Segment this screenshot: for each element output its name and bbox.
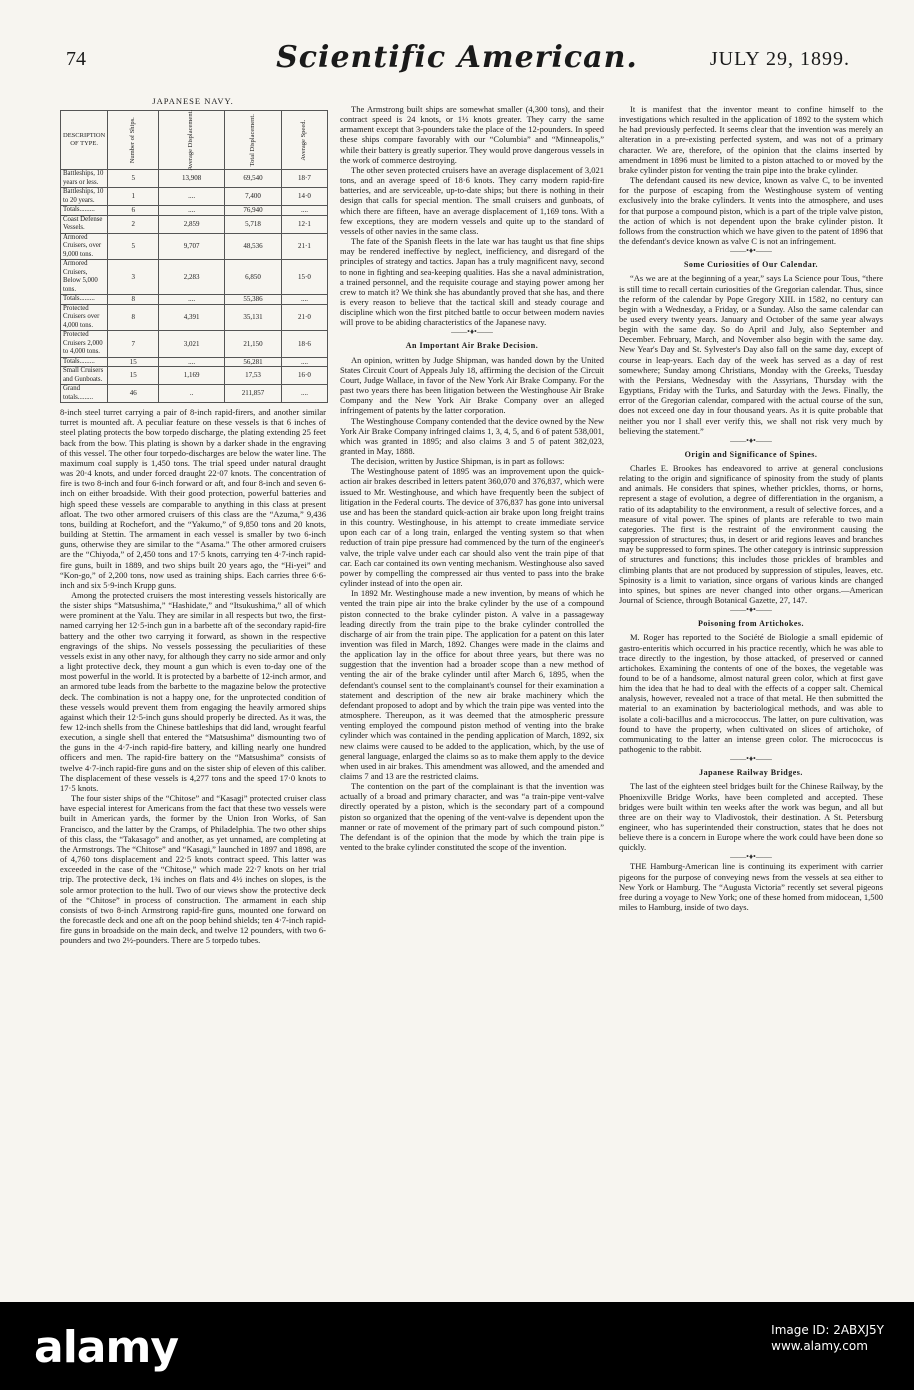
article-paragraph: The Westinghouse patent of 1895 was an improvement upon the quick-action air brakes described in letters patent 360,070 and 376,837, which were issued to Mr. Westinghouse, and which have frequently been the subject of litigation in the Federal courts. The device of 376,837 has gone into universal use and has been the standard quick-action air brake upon long freight trains in this country. Westinghouse, in his attempt to create immediate service upon each car of a long train, enlarged the venting system so that when reduction of train pipe pressure had commenced by the turn of the engineer's valve, the triple valve under each car should also vent the train pipe of that car. Each car contained its own venting mechanism. Westinghouse also saved power by compelling the compressed air thus vented to pass into the brake cylinder instead of into the open air.: [340, 466, 604, 589]
table-header-cell: Average Displacement.: [159, 111, 225, 170]
table-row: [61, 357, 328, 367]
table-cell: 7,400: [224, 188, 281, 206]
table-cell: Protected Cruisers over 4,000 tons.: [61, 304, 108, 331]
article-paragraph: The decision, written by Justice Shipman, is in part as follows:: [351, 456, 565, 467]
article-paragraph: Among the protected cruisers the most interesting vessels historically are the sister ships “Matsushima,” “Hashidate,” and “Itsukushima,” all of which were prominent at the Yalu. They are similar in all respects but two, the first-named carrying her 12·5-inch gun in a barbette aft of the secondary rapid-fire battery and the other two carrying it forward, as shown in the respective engravings of the ships. No vessels possessing the peculiarities of these vessels exist in any other navy, for although they carry no side armor and only a light protective deck, they mount a gun which is even to-day one of the most powerful in the world. It is protected by a barbette of 12-inch armor, and an armored tube leads from the barbette to the magazine below the protective deck. The combination is not a happy one, for the unprotected condition of these vessels would prevent them from engaging the heavily armored ships against which their 12·5-inch guns should properly be directed. As it was, the few 12-inch shells from the Chinese battleships that did land, wrought fearful execution, a single shell that entered the “Matsushima” dismounting two of the guns in the 4·7-inch rapid-fire battery, and killing nearly one hundred officers and men. The rapid-fire battery on the “Matsushima” consists of twelve 4·7-inch rapid-fire guns and on the sister ship of eleven of this caliber. The displacement of these vessels is 4,277 tons and the speed 17·0 knots to 17·5 knots.: [60, 589, 326, 793]
table-cell: 14·0: [282, 188, 328, 206]
table-cell: ....: [159, 188, 225, 206]
section-ornament: ——•♦•——: [451, 327, 493, 337]
article-heading: Poisoning from Artichokes.: [698, 619, 804, 629]
table-row: [61, 295, 328, 305]
table-cell: 35,131: [224, 304, 281, 331]
table-cell: ....: [282, 385, 328, 403]
section-ornament: ——•♦•——: [730, 246, 772, 256]
article-heading: Origin and Significance of Spines.: [684, 449, 818, 459]
table-header-cell: Average Speed.: [282, 111, 328, 170]
table-cell: 17,53: [224, 367, 281, 385]
section-ornament: ——•♦•——: [730, 435, 772, 445]
table-cell: Totals.........: [61, 295, 108, 305]
table-cell: 69,540: [224, 170, 281, 188]
article-paragraph: 8-inch steel turret carrying a pair of 8-inch rapid-firers, and another similar turret is mounted aft. A peculiar feature on these vessels is that 6 inches of steel plating protects the bow torpedo discharge, the plating extending 25 feet back from the bow. This plating is shown by a darker shade in the engraving of this vessel. The other four torpedo-discharges are below the water line. The maximum coal supply is 1,450 tons. The trial speed under natural draught was 20·4 knots, and under forced draught 22·07 knots. The concentration of fire is two 8-inch and four 6-inch forward or aft, and four 8-inch and seven 6-inch on either broadside. With their good protection, powerful batteries and high speed these vessels are comparable to anything in this class at present afloat. The two other armored cruisers of this class are the “Azuma,” 9,436 tons, building at Rochefort, and the “Yakumo,” of 9,850 tons and 20 knots, building at Stettin. The armament in each vessel is smaller by two 6-inch guns, otherwise they are similar to the “Asama.” The other armored cruisers are the “Chiyoda,” of 2,450 tons and 17·5 knots, carrying ten 4·7-inch rapid-fire guns, built in 1889, and two ships built 20 years ago, the “Hi-yei” and “Kon-go,” of 2,200 tons, now used as training ships. Each carries three 6·6-inch and six 5·9-inch Krupp guns.: [60, 407, 326, 590]
article-paragraph: It is manifest that the inventor meant to confine himself to the investigations which resulted in the application of 1892 to the system which he had previously perfected. It seems clear that the invention was merely an alteration in a pre-existing perfected system, and was not of a primary character. We are, therefore, of the opinion that the claims inserted by amendment in 1896 must be limited to a piston attached to or moved by the brake cylinder piston for venting the train pipe into the brake cylinder.: [619, 104, 883, 175]
table-cell: 5,718: [224, 215, 281, 233]
table-row: [61, 304, 328, 331]
table-cell: 21,150: [224, 331, 281, 358]
table-cell: Coast Defense Vessels.: [61, 215, 108, 233]
table-cell: 6: [108, 206, 159, 216]
table-cell: 18·6: [282, 331, 328, 358]
article-heading: Some Curiosities of Our Calendar.: [683, 260, 819, 270]
article-paragraph: In 1892 Mr. Westinghouse made a new invention, by means of which he vented the train pipe air into the brake cylinder by the use of a compound piston connected to the brake cylinder piston. A valve in a passageway leading directly from the train pipe to the brake cylinder controlled the discharge of air from the train pipe. The application for a patent on this later invention was filed in March, 1892. Changes were made in the claims and the application lay in the office for about three years, but there was no suggestion that the invention had a broader scope than a new method of venting the air of the brake cylinder until after March 6, 1895, when the defendant's counsel sent to the complainant's counsel for their examination a statement and description of the new air brake machinery which the defendant proposed to adopt and by which the train pipe was vented into the atmosphere. Thereupon, as it was deemed that the atmospheric pressure venting employed the compound piston method of venting into the brake cylinder which was contained in the pending application of March, 1892, six new claims were caused to be added to the application, which, by the use of general language, enlarged the claims so as to make them apply to the device when used in air brakes. This amendment was allowed, and the amended and claims 7 and 13 are the restricted claims.: [340, 588, 604, 781]
table-cell: 15: [108, 367, 159, 385]
article-paragraph: The defendant caused its new device, known as valve C, to be invented for the purpose of escaping from the Westinghouse system of venting exclusively into the brake cylinders. It vents into the atmosphere, and uses for that purpose a compound piston, which is a part of the triple valve piston, the action of which is not dependent upon the brake cylinder piston. It follows from the construction which we have given to the patent of 1896 that the defendant's device known as valve C is not an infringement.: [619, 175, 883, 247]
article-paragraph: M. Roger has reported to the Société de Biologie a small epidemic of gastro-enteritis which occurred in his practice recently, which he was able to trace directly to the ingestion, by those attacked, of preserved or canned artichokes. Examining the contents of one of the boxes, the vegetable was found to be of a handsome, almost natural green color, which at first gave him the idea that he had to deal with the effects of a copper salt. Chemical analysis, however, revealed not a trace of that metal. He then submitted the material to an examination by bacteriological methods, and was able to isolate a coli-bacillus and a micrococcus. The latter, on pure cultivation, was found to have the property, when cultivated on slices of artichoke, of communicating to the latter an intense green color. The micrococcus is pathogenic to the rabbit.: [619, 632, 883, 755]
table-row: [61, 260, 328, 295]
article-paragraph: The last of the eighteen steel bridges built for the Chinese Railway, by the Phoenixville Bridge Works, have been completed and accepted. These bridges were built within ten weeks after the work was begun, and all but three are on their way to Vladivostok, their destination. A St. Petersburg engineer, who has superintended their construction, states that he does not believe there is a concern in Europe where the work could have been done so quickly.: [619, 781, 883, 853]
table-cell: 21·0: [282, 304, 328, 331]
column-1: [60, 96, 326, 945]
alamy-logo: alamy: [34, 1322, 178, 1373]
article-paragraph: The contention on the part of the complainant is that the invention was actually of a broad and primary character, and was “a train-pipe vent-valve directly operated by a piston, which is the secondary part of a compound piston so organized that the opening of the vent-valve is dependent upon the manner or rate of movement of the primary part of such compound piston.” The defendant is of the opinion that the mode by which the train pipe is vented to the brake cylinder constituted the scope of the invention.: [340, 781, 604, 853]
table-row: [61, 385, 328, 403]
article-paragraph: The other seven protected cruisers have an average displacement of 3,021 tons, and an average speed of 18·6 knots. They carry modern rapid-fire batteries, and are serviceable, up-to-date ships; but there is nothing in their design that calls for special mention. The small cruisers and gunboats, of which there are fifteen, have an average displacement of 1,169 tons. With a few exceptions, they are modern vessels and quite up to the standard of vessels of other navies in the same class.: [340, 164, 604, 236]
table-cell: 46: [108, 385, 159, 403]
table-row: [61, 188, 328, 206]
article-paragraph: Charles E. Brookes has endeavored to arrive at general conclusions relating to the origin and significance of spinosity from the study of plants and animals. He considers that spines, whether prickles, thorns, or horns, represent a stage of evolution, a degree of differentiation in the organism, a ratio of its adaptability to the environment, a result of selective forces, and a measure of vital power. The spines of plants are referable to two main categories. The first is the restraint of the environment causing the suppression of structures; thus, in desert or arid regions leaves and branches may be suppressed to form spines. The other category is intrinsic suppression of structures and functions; this includes those prickles of brambles and climbing plants that are not produced by suppression of stipules, leaves, etc. Spinosity is a limit to variation, since organs of various kinds are changed into spines, but spines are never changed into other organs.—American Journal of Science, through Botanical Gazette, 27, 147.: [619, 463, 883, 606]
table-cell: 7: [108, 331, 159, 358]
issue-date: JULY 29, 1899.: [709, 48, 850, 70]
table-row: [61, 367, 328, 385]
section-ornament: ——•♦•——: [730, 605, 772, 615]
table-cell: Battleships, 10 years or less.: [61, 170, 108, 188]
table-cell: 56,281: [224, 357, 281, 367]
article-paragraph: The Westinghouse Company contended that the device owned by the New York Air Brake Company infringed claims 1, 3, 4, 5, and 6 of patent 538,001, which was granted in 1895; and also claims 3 and 5 of patent 382,023, granted in May, 1888.: [340, 415, 604, 456]
article-heading: An Important Air Brake Decision.: [405, 341, 539, 351]
section-ornament: ——•♦•——: [730, 852, 772, 862]
table-cell: 1,169: [159, 367, 225, 385]
table-cell: 55,386: [224, 295, 281, 305]
table-cell: Totals.........: [61, 206, 108, 216]
section-ornament: ——•♦•——: [730, 754, 772, 764]
table-cell: 3: [108, 260, 159, 295]
table-cell: Armored Cruisers, Below 5,000 tons.: [61, 260, 108, 295]
table-cell: 5: [108, 233, 159, 260]
article-heading: Japanese Railway Bridges.: [699, 768, 803, 778]
table-cell: Protected Cruisers 2,000 to 4,000 tons.: [61, 331, 108, 358]
table-cell: ....: [282, 206, 328, 216]
table-cell: 76,940: [224, 206, 281, 216]
table-cell: ....: [282, 295, 328, 305]
table-cell: Armored Cruisers, over 9,000 tons.: [61, 233, 108, 260]
page-number: 74: [66, 48, 86, 70]
table-cell: 16·0: [282, 367, 328, 385]
table-cell: 5: [108, 170, 159, 188]
site-url: www.alamy.com: [771, 1339, 868, 1353]
table-cell: ..: [159, 385, 225, 403]
article-paragraph: The fate of the Spanish fleets in the late war has taught us that fine ships may be rendered ineffective by neglect, inefficiency, and disregard of the principles of strategy and tactics. Japan has a truly magnificent navy, second to none in fighting and sea-keeping qualities. Has she a naval administration, a trained personnel, and the requisite courage and staying power among her crew to match it? We think she has abundantly proved that she has, and there is every reason to believe that the tactical skill and steady courage and discipline which won the first pitched battle to occur between modern navies will prove to be abiding characteristics of the Japanese navy.: [340, 236, 604, 328]
table-cell: Battleships, 10 to 20 years.: [61, 188, 108, 206]
table-cell: 3,021: [159, 331, 225, 358]
table-title: JAPANESE NAVY.: [152, 96, 234, 106]
table-cell: Small Cruisers and Gunboats.: [61, 367, 108, 385]
table-cell: 4,391: [159, 304, 225, 331]
article-paragraph: The four sister ships of the “Chitose” and “Kasagi” protected cruiser class have especial interest for Americans from the fact that these two vessels were built in American yards, the former by the Union Iron Works, of San Francisco, and the latter by the Cramps, of Philadelphia. The two other ships of this class, the “Takasago” and another, as yet unnamed, are completing at the Armstrongs. The “Chitose” and “Kasagi,” launched in 1897 and 1898, are of 4,760 tons displacement and 22·5 knots contract speed. This latter was exceeded in the case of the “Chitose,” which made 22·7 knots on her trial trip. The protective deck, 1¾ inches on flats and 4½ inches on slopes, is the sole armor protection to the hull. Two of our views show the protective deck of the “Chitose” in process of construction. The armament in each ship consists of two 8-inch Armstrong rapid-fire guns, mounted one forward on the forecastle deck and one aft on the poop behind shields; ten 4·7-inch rapid-fire guns in broadside on the main deck, and twelve 12 pounders, with two 6-pounders and two 2½-pounders. There are 5 torpedo tubes.: [60, 793, 326, 946]
article-paragraph: THE Hamburg-American line is continuing its experiment with carrier pigeons for the purpose of conveying news from the vessels at sea either to New York or Hamburg. The “Augusta Victoria” recently set several pigeons free during a voyage to New York; one of these homed from midocean, 1,500 miles to Hamburg, inside of two days.: [619, 861, 883, 913]
table-row: [61, 233, 328, 260]
table-cell: 1: [108, 188, 159, 206]
table-cell: Grand totals.........: [61, 385, 108, 403]
table-row: [61, 170, 328, 188]
article-paragraph: The Armstrong built ships are somewhat smaller (4,300 tons), and their contract speed is 24 knots, or 1½ knots greater. They carry the same armament except that 3-pounders take the place of the 12-pounders. In speed these ships compare favorably with our “Columbia” and “Minneapolis,” while their battery is greatly superior. They would prove dangerous vessels in the work of commerce destroying.: [340, 104, 604, 165]
watermark-banner: [0, 1302, 914, 1390]
table-cell: ....: [159, 357, 225, 367]
table-cell: 2,283: [159, 260, 225, 295]
table-cell: 12·1: [282, 215, 328, 233]
table-cell: 8: [108, 295, 159, 305]
column-3: [619, 104, 883, 912]
table-row: [61, 215, 328, 233]
table-cell: 2: [108, 215, 159, 233]
table-cell: 18·7: [282, 170, 328, 188]
article-paragraph: “As we are at the beginning of a year,” says La Science pour Tous, “there is still time to recall certain curiosities of the Gregorian calendar. Thus, since the reform of the calendar by Pope Gregory XIII. in 1582, no century can begin with a Wednesday, a Friday, or a Sunday. Also the same calendar can be used every twenty years. January and October of the same year always begin with the same day. So do April and July, also September and December. February, March, and November also begin with the same day. New Year's Day and St. Sylvester's Day also fall on the same day, except of course in leap-years. Each day of the week has served as a day of rest somewhere; Sunday among Christians, Monday with the Greeks, Tuesday with the Persians, Wednesday with the Assyrians, Thursday with the Egyptians, Friday with the Turks, and Saturday with the Jews. Finally, the error of the Gregorian calendar, compared with the actual course of the sun, does not exceed one day in four thousand years. As it is quite probable that neither you nor I shall ever verify this, we shall not risk very much by believing the statement.”: [619, 273, 883, 436]
table-cell: ....: [159, 206, 225, 216]
japanese-navy-table: [60, 110, 328, 403]
table-cell: 48,536: [224, 233, 281, 260]
article-paragraph: An opinion, written by Judge Shipman, was handed down by the United States Circuit Court of Appeals July 18, affirming the decision of the Circuit Court, Judge Wallace, in favor of the New York Air Brake Company. For the past two years there has been litigation between the Westinghouse Air Brake Company and the New York Air Brake Company over an alleged infringement of patents by the latter corporation.: [340, 354, 604, 416]
table-cell: 15: [108, 357, 159, 367]
table-cell: Totals.........: [61, 357, 108, 367]
table-cell: 2,859: [159, 215, 225, 233]
table-header-row: [61, 111, 328, 170]
table-cell: 9,707: [159, 233, 225, 260]
image-id-block: [771, 1322, 884, 1354]
table-cell: ....: [159, 295, 225, 305]
table-row: [61, 331, 328, 358]
table-cell: 211,857: [224, 385, 281, 403]
table-row: [61, 206, 328, 216]
table-cell: 8: [108, 304, 159, 331]
table-header-cell: Total Displacement.: [224, 111, 281, 170]
table-cell: 21·1: [282, 233, 328, 260]
table-cell: 13,908: [159, 170, 225, 188]
table-header-cell: DESCRIPTION OF TYPE.: [61, 111, 108, 170]
image-id: Image ID: 2ABXJ5Y: [771, 1323, 884, 1337]
column-2: [340, 104, 604, 852]
table-header-cell: Number of Ships.: [108, 111, 159, 170]
masthead: Scientific American.: [276, 40, 638, 75]
table-cell: 15·0: [282, 260, 328, 295]
table-cell: ....: [282, 357, 328, 367]
table-cell: 6,850: [224, 260, 281, 295]
